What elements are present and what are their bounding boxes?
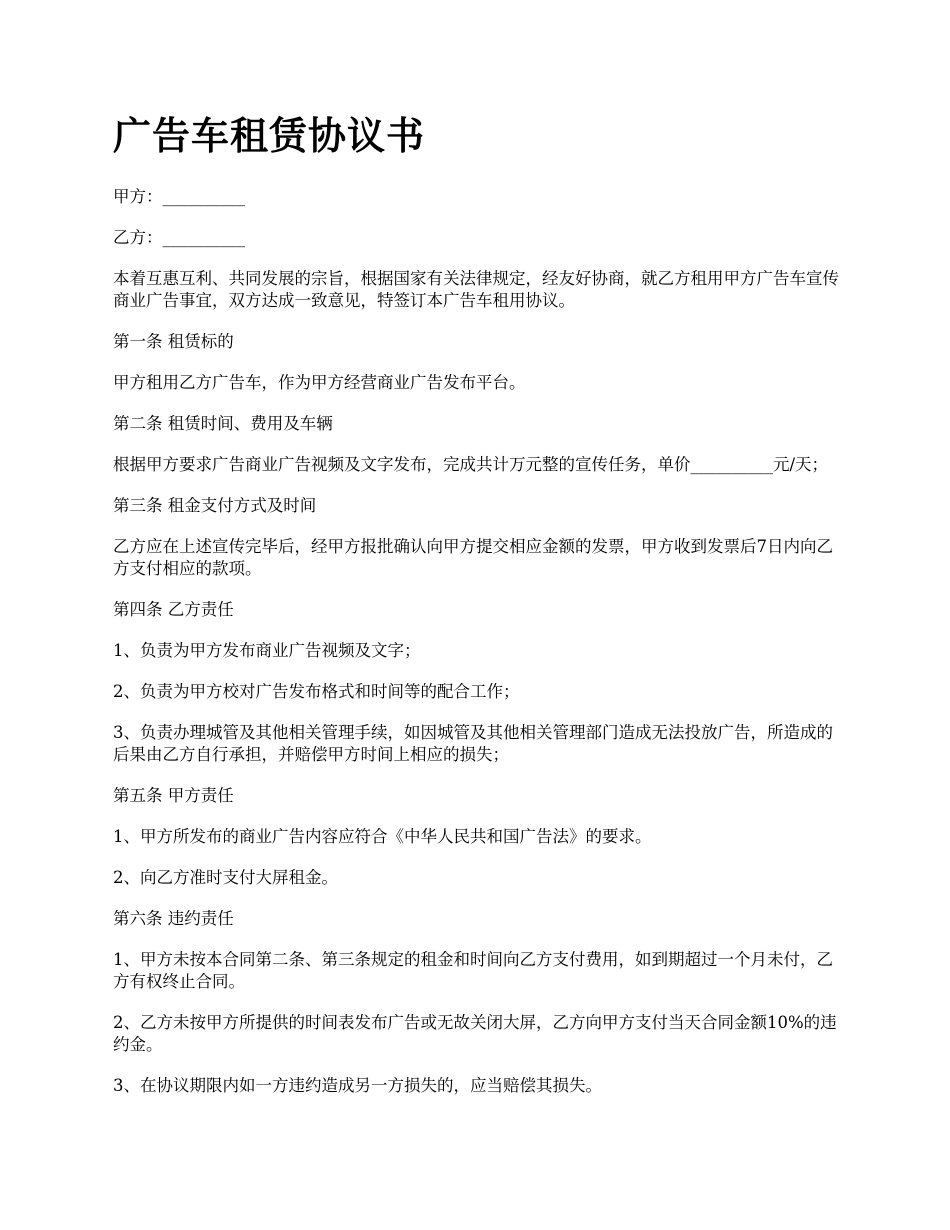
article-5-item-2: 2、向乙方准时支付大屏租金。 — [113, 868, 338, 887]
party-b-line: 乙方：__________ — [113, 228, 245, 247]
party-a-line: 甲方：__________ — [113, 187, 245, 206]
article-4-heading: 第四条 乙方责任 — [113, 600, 234, 619]
article-6-item-3: 3、在协议期限内如一方违约造成另一方损失的，应当赔偿其损失。 — [113, 1076, 602, 1095]
article-6-heading: 第六条 违约责任 — [113, 909, 234, 928]
article-6-item-1: 1、甲方未按本合同第二条、第三条规定的租金和时间向乙方支付费用，如到期超过一个月未付，乙方有权终止合同。 — [113, 950, 833, 991]
article-5-heading: 第五条 甲方责任 — [113, 786, 234, 805]
document-title: 广告车租赁协议书 — [113, 114, 426, 158]
article-1-heading: 第一条 租赁标的 — [113, 332, 234, 351]
document-body — [113, 108, 843, 1116]
article-6-item-2: 2、乙方未按甲方所提供的时间表发布广告或无故关闭大屏，乙方向甲方支付当天合同金额10%的违约金。 — [113, 1013, 837, 1054]
preamble-paragraph: 本着互惠互利、共同发展的宗旨，根据国家有关法律规定，经友好协商，就乙方租用甲方广告车宣传商业广告事宜，双方达成一致意见，特签订本广告车租用协议。 — [113, 269, 839, 310]
article-2-text: 根据甲方要求广告商业广告视频及文字发布，完成共计万元整的宣传任务，单价__________元/天； — [113, 455, 829, 474]
article-3-heading: 第三条 租金支付方式及时间 — [113, 496, 317, 515]
article-1-text: 甲方租用乙方广告车，作为甲方经营商业广告发布平台。 — [113, 373, 526, 392]
article-4-item-2: 2、负责为甲方校对广告发布格式和时间等的配合工作； — [113, 682, 520, 701]
article-2-heading: 第二条 租赁时间、费用及车辆 — [113, 414, 333, 433]
article-3-text: 乙方应在上述宣传完毕后，经甲方报批确认向甲方提交相应金额的发票，甲方收到发票后7日内向乙方支付相应的款项。 — [113, 537, 833, 578]
article-4-item-3: 3、负责办理城管及其他相关管理手续，如因城管及其他相关管理部门造成无法投放广告，所造成的后果由乙方自行承担，并赔偿甲方时间上相应的损失； — [113, 723, 833, 764]
article-4-item-1: 1、负责为甲方发布商业广告视频及文字； — [113, 641, 421, 660]
article-5-item-1: 1、甲方所发布的商业广告内容应符合《中华人民共和国广告法》的要求。 — [113, 827, 652, 846]
